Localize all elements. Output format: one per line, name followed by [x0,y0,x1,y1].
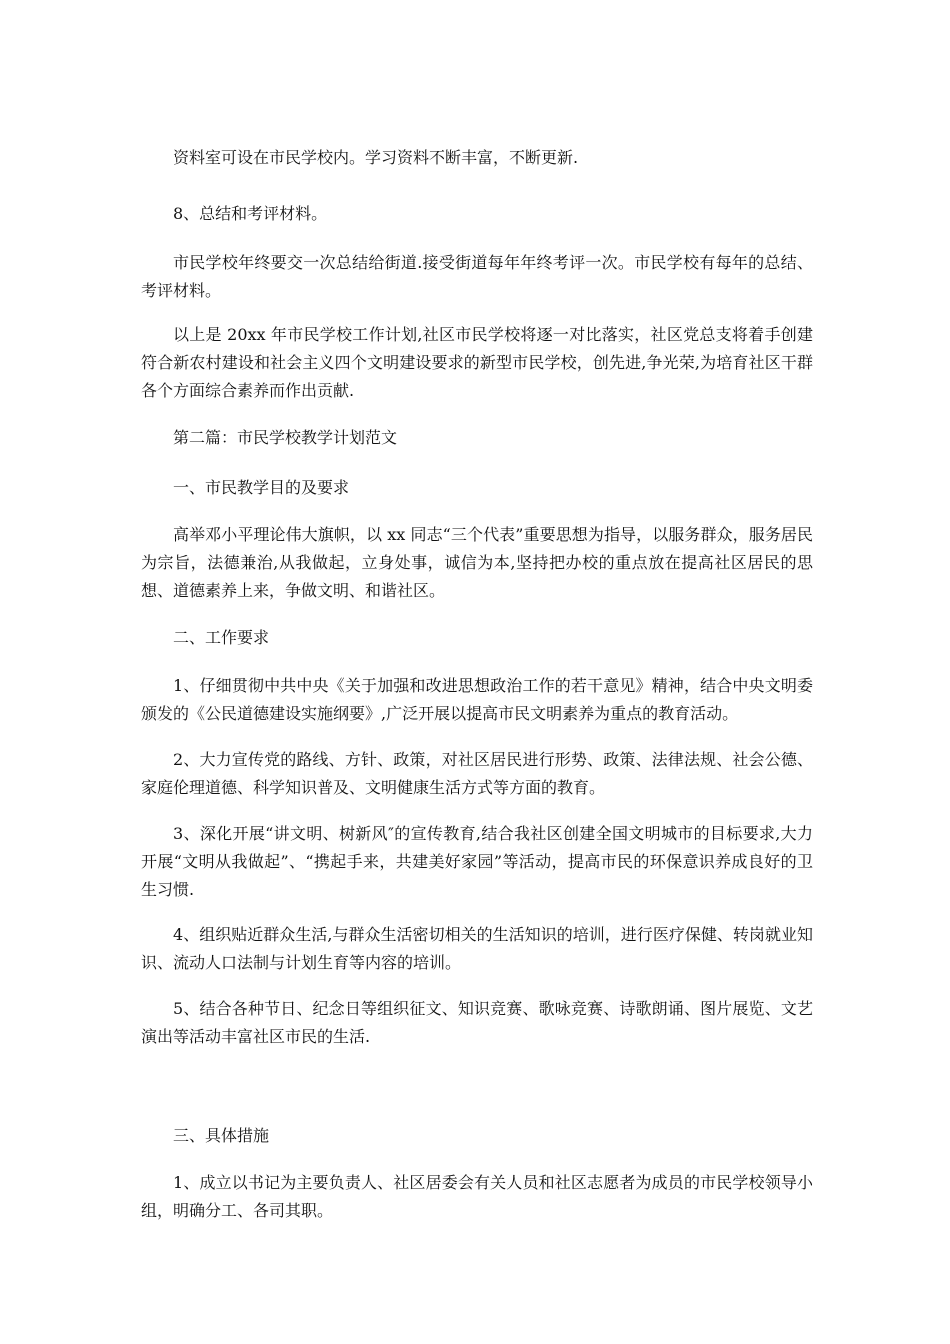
paragraph-teaching-goals: 高举邓小平理论伟大旗帜，以 xx 同志“三个代表”重要思想为指导，以服务群众，服务居民为宗旨，法德兼治,从我做起，立身处事，诚信为本,坚持把办校的重点放在提高社区居民的思想、道德素养上来，争做文明、和谐社区。 [141,525,813,600]
paragraph-item-8-heading: 8、总结和考评材料。 [173,204,328,223]
paragraph-conclusion: 以上是 20xx 年市民学校工作计划,社区市民学校将逐一对比落实，社区党总支将着手创建符合新农村建设和社会主义四个文明建设要求的新型市民学校，创先进,争光荣,为培育社区干群各个方面综合素养而作出贡献. [141,325,813,400]
paragraph-requirement-2: 2、大力宣传党的路线、方针、政策，对社区居民进行形势、政策、法律法规、社会公德、家庭伦理道德、科学知识普及、文明健康生活方式等方面的教育。 [141,750,813,797]
heading-specific-measures: 三、具体措施 [173,1126,270,1145]
paragraph-requirement-5: 5、结合各种节日、纪念日等组织征文、知识竞赛、歌咏竞赛、诗歌朗诵、图片展览、文艺演出等活动丰富社区市民的生活. [141,999,813,1046]
paragraph-measure-1: 1、成立以书记为主要负责人、社区居委会有关人员和社区志愿者为成员的市民学校领导小组，明确分工、各司其职。 [141,1173,813,1220]
paragraph-annual-review: 市民学校年终要交一次总结给街道.接受街道每年年终考评一次。市民学校有每年的总结、考评材料。 [141,253,813,300]
heading-work-requirements: 二、工作要求 [173,628,270,647]
paragraph-materials-room: 资料室可设在市民学校内。学习资料不断丰富，不断更新. [173,148,579,167]
paragraph-requirement-3: 3、深化开展“讲文明、树新风″的宣传教育,结合我社区创建全国文明城市的目标要求,大力开展“文明从我做起”、“携起手来，共建美好家园”等活动，提高市民的环保意识养成良好的卫生习惯. [141,824,813,899]
paragraph-requirement-4: 4、组织贴近群众生活,与群众生活密切相关的生活知识的培训，进行医疗保健、转岗就业知识、流动人口法制与计划生育等内容的培训。 [141,925,813,972]
paragraph-requirement-1: 1、仔细贯彻中共中央《关于加强和改进思想政治工作的若干意见》精神，结合中央文明委颁发的《公民道德建设实施纲要》,广泛开展以提高市民文明素养为重点的教育活动。 [141,676,813,723]
heading-teaching-goals: 一、市民教学目的及要求 [173,478,350,497]
section-title-part-two: 第二篇：市民学校教学计划范文 [173,428,398,447]
